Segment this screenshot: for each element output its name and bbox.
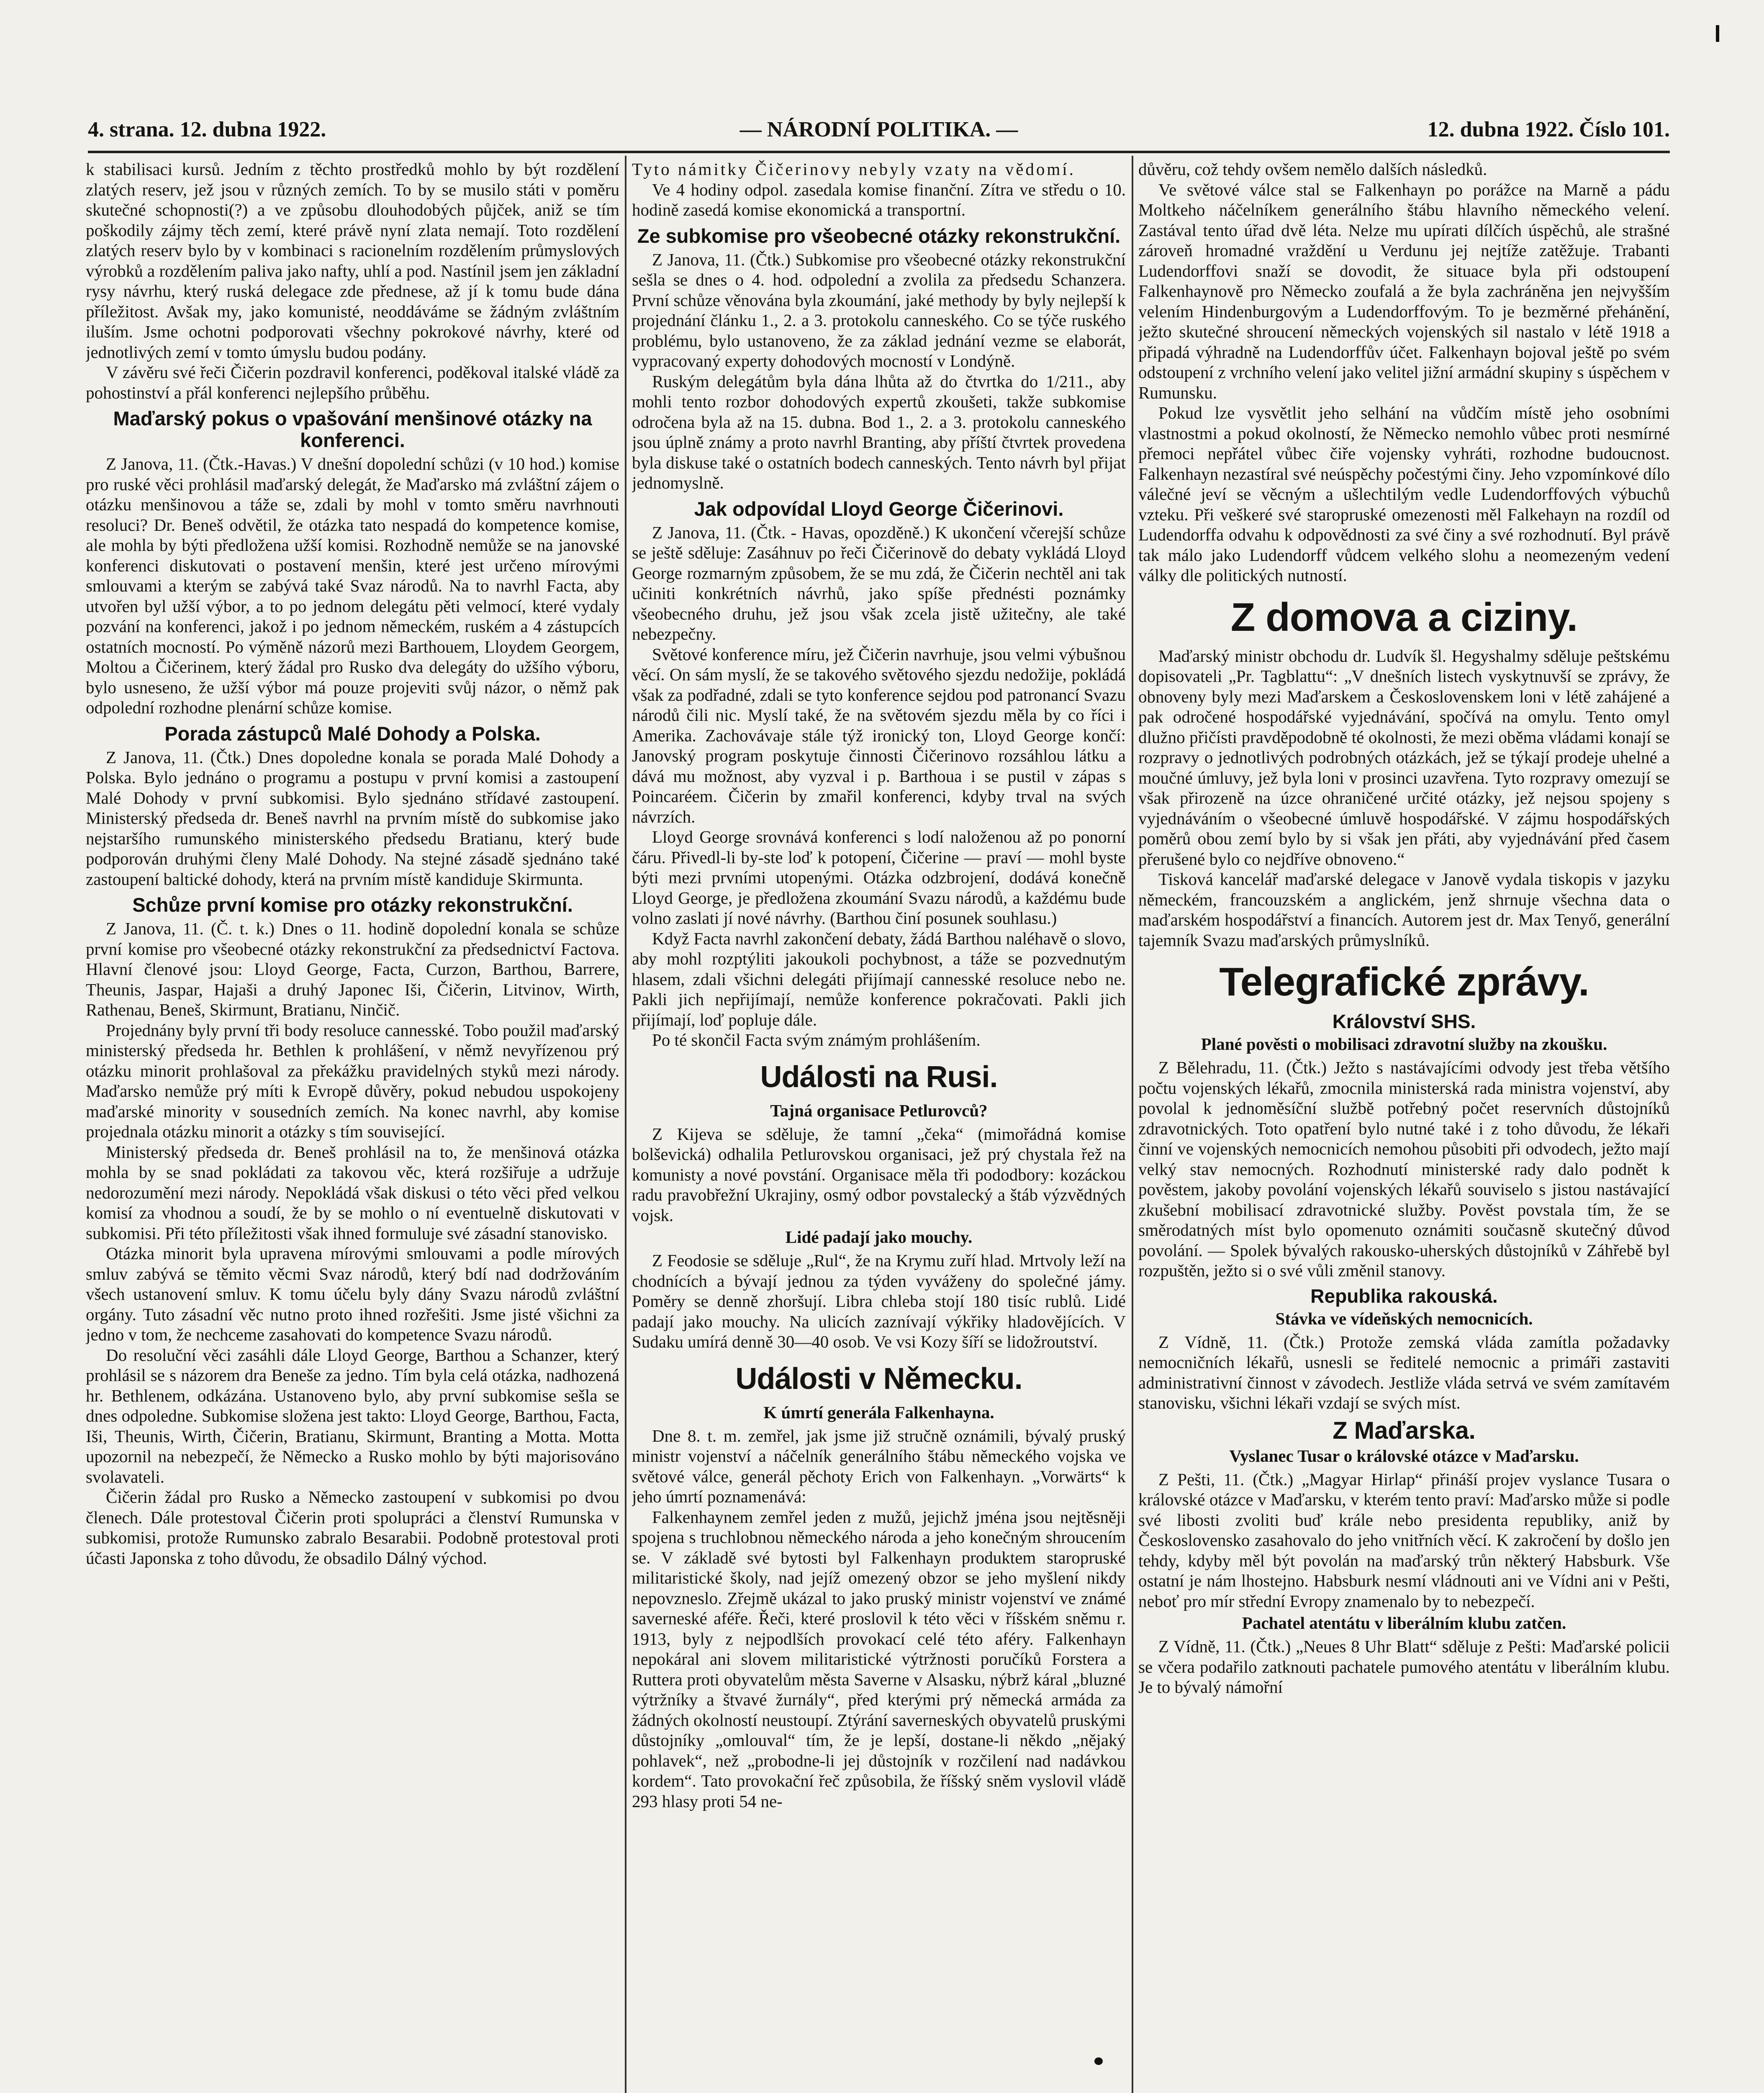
article-text: Čičerin žádal pro Rusko a Německo zastoupení v subkomisi po dvou členech. Dále protestoval Čičerin proti spolupráci a členství Rumunska v subkomisi, protože Rumunsko zabralo Besarabii. Podobně protestoval proti účasti Japonska z toho důvodu, že obsadilo Dálný východ. <box>86 1487 619 1568</box>
article-subheadline: Vyslanec Tusar o královské otázce v Maďarsku. <box>1229 1446 1579 1466</box>
article-text: Z Janova, 11. (Čtk.) Subkomise pro všeobecné otázky rekonstrukční sešla se dnes o 4. hod. odpolední a zvolila za předsedu Schanzera. První schůze věnována byla zkoumání, jaké methody by byly nejlepší k projednání článku 1., 2. a 3. protokolu canneského. Co se týče ruského problému, bylo ustanoveno, že za základ jednání vezme se elaborát, vypracovaný experty dohodových mocností v Londýně. <box>632 249 1126 370</box>
article-text: Dne 8. t. m. zemřel, jak jsme již stručně oznámili, bývalý pruský ministr vojenství a náčelník generálního štábu německého vojska ve světové válce, generál pěchoty Erich von Falkenhayn. „Vorwärts“ k jeho úmrtí poznamenává: <box>632 1426 1126 1506</box>
article-text: Tyto námitky Čičerinovy nebyly vzaty na vědomí. <box>632 159 1076 179</box>
article-text: Do resoluční věci zasáhli dále Lloyd George, Barthou a Schanzer, který prohlásil se s názorem dra Beneše za jedno. Tím byla celá otázka, nadhozená hr. Bethlenem, odkázána. Ustanoveno bylo, aby první subkomise sešla se dnes odpoledne. Subkomise složena jest takto: Lloyd George, Barthou, Facta, Iši, Theunis, Wirth, Čičerin, Bratianu, Skirmunt, Branting a Motta. Motta upozornil na nebezpečí, že Německo a Rusko mohlo by býti majorisováno svolavateli. <box>86 1345 619 1486</box>
article-text: V závěru své řeči Čičerin pozdravil konferenci, poděkoval italské vládě za pohostinství a přál konferenci nejlepšího průběhu. <box>86 363 619 402</box>
article-text: Falkenhaynem zemřel jeden z mužů, jejichž jména jsou nejtěsněji spojena s truchlobnou německého národa a jeho konečným shroucením se. V základě své bytosti byl Falkenhayn produktem staropruské militaristické školy, nad jejíž omezený obzor se jeho myšlení nikdy nepovzneslo. Zřejmě ukázal to jako pruský ministr vojenství ve známé saverneské aféře. Řeči, které proslovil k této věci v říšském sněmu r. 1913, byly z nejpodlších provokací celé této aféry. Falkenhayn nepokáral ani slovem militaristické výtržnosti poručíků Forstera a Ruttera proti obyvatelům města Saverne v Alsasku, nýbrž káral „bluzné výtržníky a štvavé žurnály“, před kterými prý německá armáda za žádných okolností neustoupí. Ztýrání saverneských obyvatelů pruskými důstojníky „omlouval“ tím, že je lepší, dostane-li někdo „nějaký pohlavek“, než „probodne-li jej důstojník v rozčilení nad nadávkou kordem“. Tato provokační řeč způsobila, že říšský sněm vyslovil vládě 293 hlasy proti 54 ne- <box>632 1507 1126 1811</box>
article-text: Z Feodosie se sděluje „Rul“, že na Krymu zuří hlad. Mrtvoly leží na chodnících a bývají jednou za týden vyváženy do společné jámy. Poměry se denně zhoršují. Libra chleba stojí 180 tisíc rublů. Lidé padají jako mouchy. Na ulicích zaznívají výkřiky hladovějících. V Sudaku umírá denně 30—40 osob. Ve vsi Kozy šíří se lidožroutství. <box>632 1251 1126 1351</box>
article-text: Lloyd George srovnává konferenci s lodí naloženou až po ponorní čáru. Přivedl-li by-ste loď k potopení, Čičerine — praví — mohl byste býti mezi prvními utopenými. Otázka odzbrojení, dodává konečně Lloyd George, je předložena zkoumání Svazu národů, a každému bude volno zaslati jí nové návrhy. (Barthou činí posunek souhlasu.) <box>632 827 1126 928</box>
article-text: Z Janova, 11. (Čtk.) Dnes dopoledne konala se porada Malé Dohody a Polska. Bylo jednáno o programu a postupu v první komisi a zastoupení Malé Dohody v první subkomisi. Bylo sjednáno střídavé zastoupení. Ministerský předseda dr. Beneš navrhl na prvním místě do subkomise jako nejstaršího rumunského ministerského předsedu Bratianu, který bude podporován druhými členy Malé Dohody. Na stejné zásadě sjednáno také zastoupení baltické dohody, která na prvním místě kandiduje Skirmunta. <box>86 747 619 889</box>
article-text: Ruským delegátům byla dána lhůta až do čtvrtka do 1/211., aby mohli tento rozbor dohodových expertů zkoušeti, takže subkomise odročena byla až na 15. dubna. Bod 1., 2. a 3. protokolu canneského jsou úplně známy a proto navrhl Branting, aby příští čtvrtek provedena byla diskuse také o ostatních bodech canneských. Tento návrh byl přijat jednomyslně. <box>632 371 1126 492</box>
article-text: Ministerský předseda dr. Beneš prohlásil na to, že menšinová otázka mohla by se snad pokládati za takovou věc, která rozšiřuje a udržuje nedorozumění mezi národy. Nepokládá však diskusi o této věci před velkou komisí za vhodnou a soudí, že by se mohlo o ní eventuelně diskutovati v subkomisi. Při této příležitosti však ihned formuluje své zásadní stanovisko. <box>86 1142 619 1243</box>
section-headline: Události na Rusi. <box>760 1060 998 1094</box>
article-text: Maďarský ministr obchodu dr. Ludvík šl. Hegyshalmy sděluje peštskému dopisovateli „Pr. Tagblattu“: „V dnešních listech vyskytnuvší se zprávy, že obnoveny byly mezi Maďarskem a Československem loni v létě zahájené a pak odročené hospodářské vyjednávání, spočívá na omylu. Tento omyl dlužno přičísti pravděpodobně té okolnosti, že mezi oběma vládami konají se rozpravy o jednotlivých podrobných otázkách, jež se týkají prodeje uhelné a moučné úmluvy, jež byla loni v prosinci uzavřena. Tyto rozpravy omezují se však přirozeně na úzce ohraničené určité otázky, jež nejsou spojeny s vyjednáváním o všeobecné úmluvě hospodářské. V zájmu hospodářských poměrů obou zemí bylo by si však jen přáti, aby vyjednávání před časem přerušené bylo co nejdříve obnoveno.“ <box>1138 646 1670 869</box>
article-text: Z Vídně, 11. (Čtk.) Protože zemská vláda zamítla požadavky nemocničních lékařů, usnesli se ředitelé nemocnic a primáři zastaviti administrativní činnost v závodech. Jestliže vláda setrvá ve svém zamítavém stanovisku, všichni lékaři vzdají se svých míst. <box>1138 1332 1670 1412</box>
article-subheadline: Tajná organisace Petlurovců? <box>770 1100 988 1120</box>
article-text: Projednány byly první tři body resoluce cannesské. Tobo použil maďarský ministerský předseda hr. Bethlen k prohlášení, v němž nevyřízenou prý otázku minorit prohlašoval za překážku pravidelných styků mezi národy. Maďarsko nemůže prý míti k Evropě důvěry, pokud nebudou uspokojeny maďarské minority v sousedních zemích. Na konec navrhl, aby komise projednala otázku minorit a otázky s tím související. <box>86 1020 619 1141</box>
article-text: Z Vídně, 11. (Čtk.) „Neues 8 Uhr Blatt“ sděluje z Pešti: Maďarské policii se včera podařilo zatknouti pachatele pumového atentátu v liberálním klubu. Je to bývalý námořní <box>1138 1637 1670 1697</box>
article-text: důvěru, což tehdy ovšem nemělo dalších následků. <box>1138 159 1487 179</box>
header-date-issue: 12. dubna 1922. Číslo 101. <box>1427 118 1670 141</box>
article-text: Z Janova, 11. (Č. t. k.) Dnes o 11. hodině dopolední konala se schůze první komise pro všeobecné otázky rekonstrukční za předsednictví Factova. Hlavní členové jsou: Lloyd George, Facta, Curzon, Barthou, Barrere, Theunis, Jaspar, Hajaši a druhý Japonec Iši, Čičerin, Litvinov, Wirth, Rathenau, Beneš, Skirmunt, Bratianu, Ninčič. <box>86 919 619 1019</box>
column-divider <box>625 156 627 2093</box>
header-masthead: — NÁRODNÍ POLITIKA. — <box>739 118 1018 141</box>
section-headline: Z domova a ciziny. <box>1230 594 1578 640</box>
article-headline: Jak odpovídal Lloyd George Čičerinovi. <box>694 497 1064 520</box>
article-subheadline: Stávka ve vídeňských nemocnicích. <box>1275 1309 1533 1328</box>
column-1 <box>86 159 619 2093</box>
article-subheadline: Lidé padají jako mouchy. <box>785 1227 973 1247</box>
article-subheadline: Plané pověsti o mobilisaci zdravotní služby na zkoušku. <box>1201 1034 1607 1054</box>
article-headline: Porada zástupců Malé Dohody a Polska. <box>164 722 541 745</box>
article-text: Ve 4 hodiny odpol. zasedala komise finanční. Zítra ve středu o 10. hodině zasedá komise ekonomická a transportní. <box>632 180 1126 219</box>
article-headline: Ze subkomise pro všeobecné otázky rekonstrukční. <box>637 224 1121 247</box>
column-3 <box>1138 159 1670 2093</box>
article-text: Pokud lze vysvětlit jeho selhání na vůdčím místě jeho osobními vlastnostmi a pokud okolností, že Německo nemohlo vůbec proti nesmírné přemoci nepřátel vůbec čiře vojensky vyhráti, rozhodne budoucnost. Falkenhayn nezastíral své neúspěchy počestými činy. Jeho vzpomínkové dílo válečné jeví se věcným a ušlechtilým vedle Ludendorffových výbuchů vzteku. Při veškeré své staropruské omezenosti měl Falkehayn na rozdíl od Ludendorffa odvahu k odpovědnosti za své činy a své rozhodnutí. Byl právě tak málo jako Ludendorff vůdcem velkého slohu a neomezeným vedení války dle politických nutností. <box>1138 403 1670 585</box>
article-text: Z Bělehradu, 11. (Čtk.) Ježto s nastávajícími odvody jest třeba většího počtu vojenských lékařů, zmocnila ministerská rada ministra vojenství, aby povolal k jednoměsíční službě potřebný počet reservních důstojníků zdravotnických. Toto opatření bylo nutné také i z toho důvodu, že lékaři činní ve vojenských nemocnicích nemohou působiti při odvodech, ježto mají velký stav nemocných. Rozhodnutí ministerské rady dalo podnět k pověstem, jakoby povolání vojenských lékařů souviselo s jistou nastávající zkušební mobilisací zdravotnické služby. Pověst povstala tím, že se směrodatných míst bylo opomenuto oznámiti současně skutečný důvod povolání. — Spolek bývalých rakousko-uherských důstojníků v Záhřebě byl rozpuštěn, ježto si o své vůli změnil stanovy. <box>1138 1058 1670 1280</box>
header-rule <box>88 151 1670 153</box>
article-subheadline: K úmrtí generála Falkenhayna. <box>763 1402 994 1422</box>
article-text: Když Facta navrhl zakončení debaty, žádá Barthou naléhavě o slovo, aby mohl rozptýliti jakoukoli pochybnost, a táže se pozvednutým hlasem, zdali všichni delegáti přijímají cannesské resoluce nebo ne. Pakli jich nepřijímají, nemůže konference pokračovati. Pakli jich přijímají, loď popluje dále. <box>632 928 1126 1029</box>
column-divider <box>1132 156 1133 2093</box>
article-headline: Maďarský pokus o vpašování menšinové otázky na konferenci. <box>113 407 592 451</box>
article-text: Z Janova, 11. (Čtk.-Havas.) V dnešní dopolední schůzi (v 10 hod.) komise pro ruské věci prohlásil maďarský delegát, že Maďarsko má zvláštní zájem o otázku menšinovou a táže se, zdali by mohl v tomto směru navrhnouti resoluci? Dr. Beneš odvětil, že otázka tato nespadá do kompetence komise, ale mohla by býti předložena užší komisi. Rozhodně nemůže se na janovské konferenci diskutovati o postavení menšin, které jest určeno mírovými smlouvami a kterým se zabývá také Svaz národů. Na to navrhl Facta, aby utvořen byl užší výbor, a to po jednom delegátu pěti velmocí, které vydaly pozvání na konferenci, jakož i po jednom německém, ruském a 4 zástupcích ostatních mocností. Po výměně názorů mezi Barthouem, Lloydem Georgem, Moltou a Čičerinem, který žádal pro Rusko dva delegáty do užšího výboru, bylo usneseno, že užší výbor má pouze projeviti svůj názor, o němž pak odpolední rozhodne plenární schůze komise. <box>86 454 619 717</box>
article-text: Světové konference míru, jež Čičerin navrhuje, jsou velmi výbušnou věcí. On sám myslí, že se takového světového sjezdu nedožije, pokládá však za podřadné, zdali se tyto konference sejdou pod patronancí Svazu národů čili nic. Myslí také, že na světovém sjezdu měla by co říci i Amerika. Zachovávaje stále týž ironický ton, Lloyd George končí: Janovský program poskytuje činnosti Čičerinovo rozsáhlou látku a dává mu možnost, aby vyzval i p. Barthoua i se pustil v zápas s Poincaréem. Čičerin by zmařil konferenci, kdyby trval na svých návrzích. <box>632 644 1126 826</box>
country-heading: Republika rakouská. <box>1310 1285 1498 1307</box>
page-header <box>88 117 1670 155</box>
section-headline: Události v Německu. <box>735 1362 1022 1396</box>
article-headline: Schůze první komise pro otázky rekonstrukční. <box>132 894 573 916</box>
section-headline: Telegrafické zprávy. <box>1219 959 1589 1004</box>
article-text: Z Pešti, 11. (Čtk.) „Magyar Hirlap“ přináší projev vyslance Tusara o královské otázce v Maďarsku, v kterém tento praví: Maďarsko může si podle své libosti zvoliti buď krále nebo presidenta republiky, aniž by Československo zasahovalo do jeho vnitřních věcí. K zakročení by došlo jen tehdy, kdyby měl být povolán na maďarský trůn některý Habsburk. Vše ostatní je nám lhostejno. Habsburk nesmí vládnouti ani ve Vídni ani v Pešti, neboť pro mír střední Evropy znamenalo by to nebezpečí. <box>1138 1469 1670 1611</box>
header-page-date: 4. strana. 12. dubna 1922. <box>88 118 326 141</box>
scan-mark <box>1094 2057 1103 2065</box>
article-text: Otázka minorit byla upravena mírovými smlouvami a podle mírových smluv zabývá se těmito věcmi Svaz národů, který bdí nad dodržováním všech ustanovení smluv. K tomu účelu byly dány Svazu národů zvláštní orgány. Tuto zásadní věc nutno proto ihned rozřešiti. Jsme jisté všichni za jedno v tom, že nechceme zasahovati do kompetence Svazu národů. <box>86 1244 619 1344</box>
country-heading: Království SHS. <box>1332 1011 1476 1032</box>
article-text: k stabilisaci kursů. Jedním z těchto prostředků mohlo by být rozdělení zlatých reserv, jež jsou v různých zemích. To by se musilo státi v poměru skutečné schopnosti(?) a ve způsobu dlouhodobých půjček, aniž se tím poškodily zájmy těch zemí, které právě nyní zlata nemají. Toto rozdělení zlatých reserv bylo by v kombinaci s racionelním rozdělením průmyslových výrobků a rozdělením paliva jako nafty, uhlí a pod. Nastínil jsem jen základní rysy návrhu, který ruská delegace zde přednese, až jí k tomu bude dána příležitost. Avšak my, jako komunisté, neoddáváme se žádným zvláštním iluším. Jsme ochotni podporovati všechny pokrokové návrhy, které od jednotlivých zemí v tomto úmyslu budou podány. <box>86 159 619 362</box>
article-text: Z Janova, 11. (Čtk. - Havas, opozděně.) K ukončení včerejší schůze se ještě sděluje: Zasáhnuv po řeči Čičerinově do debaty vykládá Lloyd George rozmarným způsobem, že se mu zdá, že Čičerin nechtěl ani tak učiniti konkrétních návrhů, jako spíše přednésti poznámky všeobecného druhu, jež jsou však zcela jistě užitečny, ale také nebezpečny. <box>632 522 1126 643</box>
country-heading: Z Maďarska. <box>1333 1417 1476 1444</box>
article-text: Tisková kancelář maďarské delegace v Janově vydala tiskopis v jazyku německém, francouzském a anglickém, jenž shrnuje všechna data o maďarském hospodářství a financích. Autorem jest dr. Max Tenyő, generální tajemník Svazu maďarských průmyslníků. <box>1138 869 1670 950</box>
column-2 <box>632 159 1126 2093</box>
scan-mark <box>1716 25 1719 42</box>
article-text: Z Kijeva se sděluje, že tamní „čeka“ (mimořádná komise bolševická) odhalila Petlurovskou organisaci, jež prý chystala řež na komunisty a nové povstání. Organisace měla tři pododbory: kozáckou radu pravobřežní Ukrajiny, osmý odbor povstalecký a štáb výzvědných vojsk. <box>632 1124 1126 1225</box>
article-subheadline: Pachatel atentátu v liberálním klubu zatčen. <box>1242 1613 1566 1633</box>
article-text: Po té skončil Facta svým známým prohlášením. <box>652 1030 981 1049</box>
article-text: Ve světové válce stal se Falkenhayn po porážce na Marně a pádu Moltkeho náčelníkem generálního štábu hlavního německého velení. Zastával tento úřad dvě léta. Nelze mu upírati dílčích úspěchů, ale strašné zároveň hromadné vraždění u Verdunu jej nejtíže zatěžuje. Trabanti Ludendorffovi snaží se dovodit, že situace byla při odstoupení Falkenhaynově pro Německo zoufalá a že byla zachráněna jen nejvyšším velením Hindenburgovým a Ludendorffovým. To je bezměrné přehánění, ježto skutečné shroucení německých vojenských sil nastalo v létě 1918 a připadá výhradně na Ludendorffův účet. Falkenhayn bojoval ještě po svém odstoupení z vrchního velení jako velitel jižní armádní skupiny s úspěchem v Rumunsku. <box>1138 180 1670 402</box>
